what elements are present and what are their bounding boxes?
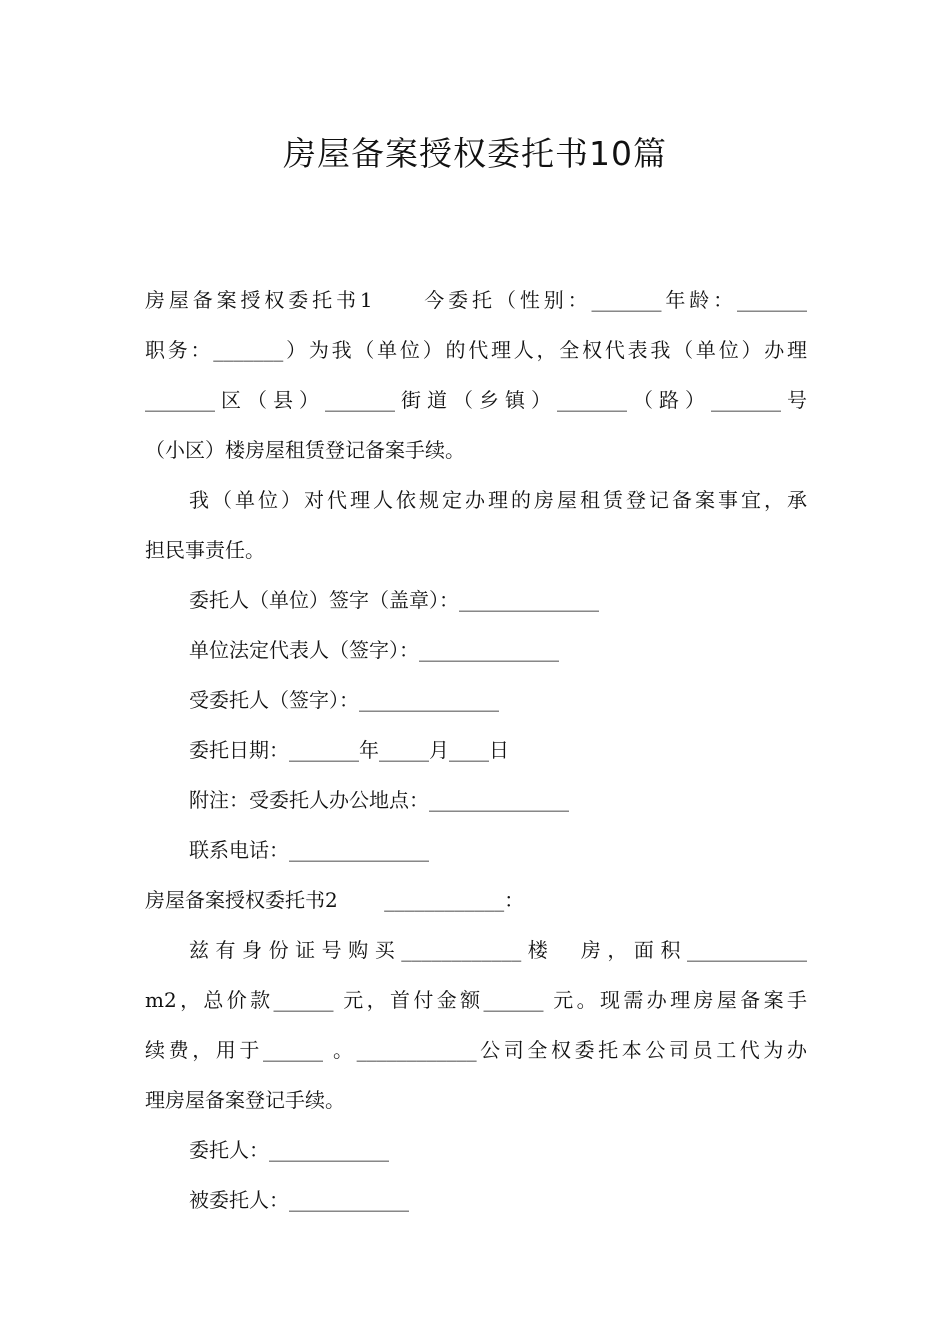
date-line: 委托日期：_______年_____月____日: [189, 738, 509, 762]
office-address-line: 附注：受委托人办公地点：______________: [189, 788, 569, 812]
signature-line-principal-2: 委托人：____________: [189, 1138, 389, 1162]
text-line-4: （小区）楼房屋租赁登记备案手续。: [145, 438, 465, 462]
text-line-5: 我（单位）对代理人依规定办理的房屋租赁登记备案事宜，承: [189, 488, 807, 512]
document-title: 房屋备案授权委托书10篇: [283, 134, 667, 173]
phone-line: 联系电话：______________: [189, 838, 429, 862]
signature-line-agent: 受委托人（签字）：______________: [189, 688, 499, 712]
text-line-2: 职务：_______）为我（单位）的代理人，全权代表我（单位）办理: [145, 338, 807, 362]
text-line-6: 担民事责任。: [145, 538, 265, 562]
text-line-1: 房屋备案授权委托书1 今委托（性别：_______年龄：_______: [145, 288, 807, 312]
text-line-3: _______区（县）_______街道（乡镇）_______（路）_______号: [145, 388, 807, 412]
text-line-14: 兹有身份证号购买____________楼 房，面积____________: [189, 938, 807, 962]
signature-line-agent-2: 被委托人：____________: [189, 1188, 409, 1212]
document-body: [145, 280, 807, 1230]
section-2-heading-line: 房屋备案授权委托书2 ____________：: [145, 888, 525, 912]
text-line-16: 续费，用于______ 。____________公司全权委托本公司员工代为办: [145, 1038, 807, 1062]
signature-line-legal-rep: 单位法定代表人（签字）：______________: [189, 638, 559, 662]
signature-line-principal: 委托人（单位）签字（盖章）：______________: [189, 588, 599, 612]
text-line-15: m2，总价款______ 元，首付金额______ 元。现需办理房屋备案手: [145, 988, 807, 1012]
text-line-17: 理房屋备案登记手续。: [145, 1088, 345, 1112]
